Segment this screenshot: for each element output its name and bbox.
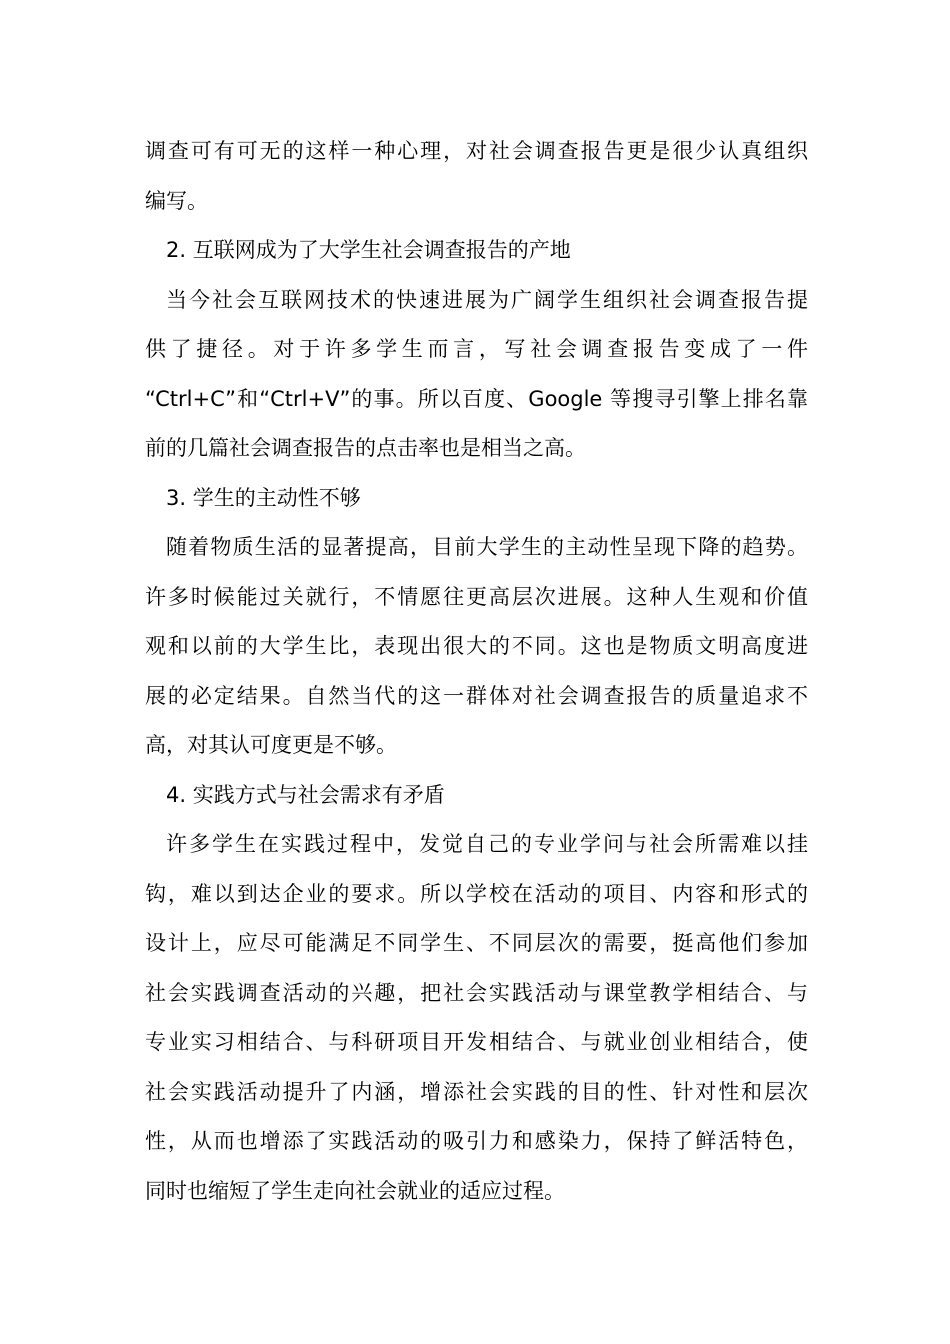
- body-text-line: 同时也缩短了学生走向社会就业的适应过程。: [145, 1178, 565, 1203]
- body-text-line: 当今社会互联网技术的快速进展为广阔学生组织社会调查报告提: [166, 287, 808, 312]
- body-text-line: 展的必定结果。自然当代的这一群体对社会调查报告的质量追求不: [145, 683, 808, 708]
- section-heading: 2. 互联网成为了大学生社会调查报告的产地: [166, 238, 571, 262]
- body-text-line: “Ctrl+C”和“Ctrl+V”的事。所以百度、Google 等搜寻引擎上排名靠: [145, 386, 808, 411]
- body-text-line: 性，从而也增添了实践活动的吸引力和感染力，保持了鲜活特色，: [145, 1129, 808, 1153]
- body-text-line: 许多时候能过关就行，不情愿往更高层次进展。这种人生观和价值: [145, 584, 808, 609]
- body-text-line: 社会实践调查活动的兴趣，把社会实践活动与课堂教学相结合、与: [145, 980, 808, 1005]
- section-heading: 3. 学生的主动性不够: [166, 485, 361, 510]
- body-text-line: 设计上，应尽可能满足不同学生、不同层次的需要，挺高他们参加: [145, 931, 808, 955]
- body-text-line: 调查可有可无的这样一种心理，对社会调查报告更是很少认真组织: [145, 139, 808, 163]
- body-text-line: 高，对其认可度更是不够。: [145, 733, 397, 757]
- body-text-line: 供了捷径。对于许多学生而言，写社会调查报告变成了一件: [145, 337, 808, 361]
- body-text-line: 钩，难以到达企业的要求。所以学校在活动的项目、内容和形式的: [145, 881, 808, 906]
- body-text-line: 社会实践活动提升了内涵，增添社会实践的目的性、针对性和层次: [145, 1079, 808, 1104]
- body-text-line: 随着物质生活的显著提高，目前大学生的主动性呈现下降的趋势。: [166, 535, 808, 559]
- body-text-line: 观和以前的大学生比，表现出很大的不同。这也是物质文明高度进: [145, 634, 808, 658]
- document-body: [145, 127, 808, 1216]
- section-heading: 4. 实践方式与社会需求有矛盾: [166, 782, 445, 807]
- body-text-line: 专业实习相结合、与科研项目开发相结合、与就业创业相结合，使: [145, 1030, 808, 1054]
- body-text-line: 许多学生在实践过程中，发觉自己的专业学问与社会所需难以挂: [166, 832, 808, 856]
- body-text-line: 编写。: [145, 188, 208, 213]
- body-text-line: 前的几篇社会调查报告的点击率也是相当之高。: [145, 436, 586, 460]
